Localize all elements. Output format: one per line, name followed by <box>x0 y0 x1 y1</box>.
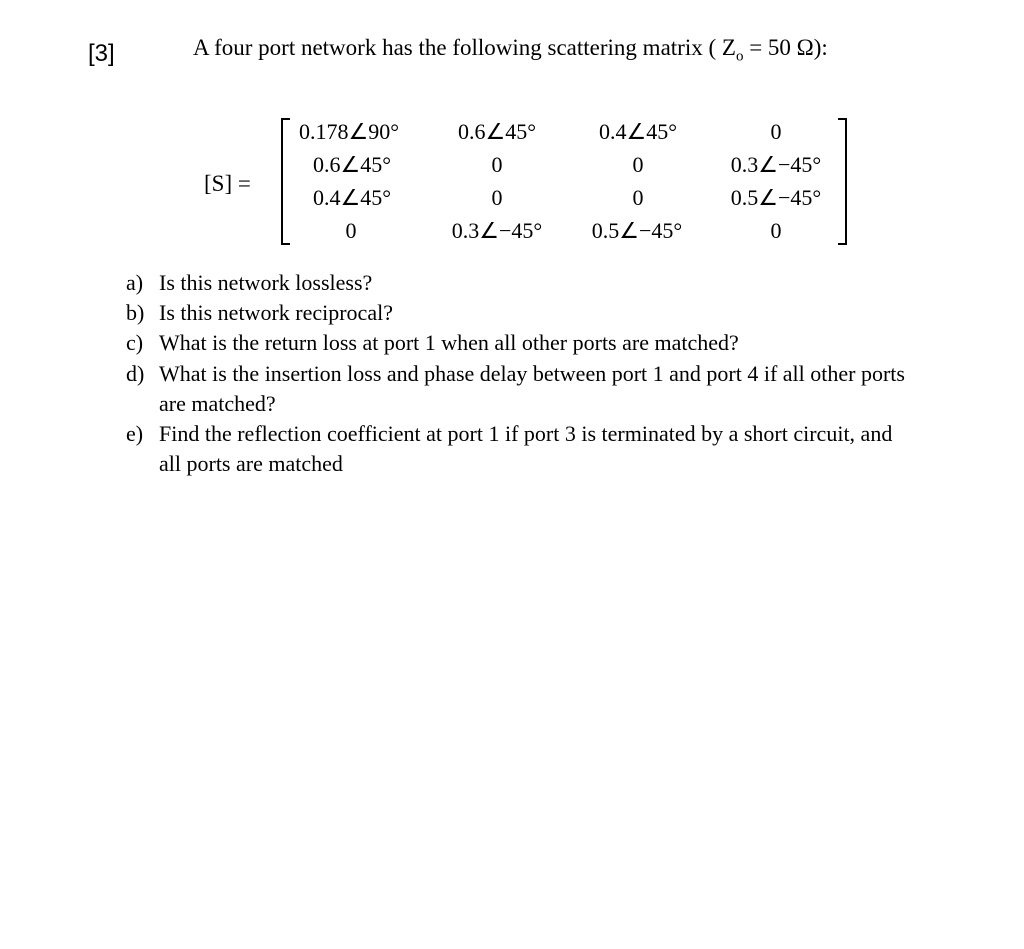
matrix-cell: 0 <box>491 185 503 210</box>
matrix-cell: 0.3∠−45° <box>451 218 543 243</box>
question-text: What is the insertion loss and phase delay between port 1 and port 4 if all other ports are matched? <box>159 360 905 416</box>
question-e <box>126 419 926 479</box>
question-b <box>126 298 926 328</box>
matrix-cell: 0.5∠−45° <box>730 185 822 210</box>
matrix-cell: 0.5∠−45° <box>591 218 683 243</box>
problem-number: [3] <box>88 40 115 67</box>
matrix-right-bracket <box>838 118 847 245</box>
problem-statement-end: = 50 Ω): <box>743 35 828 60</box>
impedance-subscript: o <box>735 48 744 65</box>
matrix-cell: 0.4∠45° <box>598 119 678 144</box>
matrix-left-bracket <box>281 118 290 245</box>
matrix-cell: 0 <box>491 152 503 177</box>
matrix-cell: 0 <box>632 152 644 177</box>
question-text: Is this network reciprocal? <box>159 300 393 326</box>
question-text: What is the return loss at port 1 when all other ports are matched? <box>159 330 739 356</box>
question-letter: b) <box>126 300 145 326</box>
question-letter: c) <box>126 330 144 356</box>
matrix-cell: 0 <box>345 218 357 243</box>
question-list <box>126 268 926 479</box>
matrix-cell: 0 <box>770 218 782 243</box>
matrix-cell: 0.3∠−45° <box>730 152 822 177</box>
matrix-label: [S] = <box>204 171 251 196</box>
matrix-cell: 0 <box>770 119 782 144</box>
question-text: Is this network lossless? <box>159 270 373 295</box>
matrix-cell: 0 <box>632 185 644 210</box>
matrix-cell: 0.4∠45° <box>312 185 392 210</box>
question-letter: a) <box>126 270 144 295</box>
problem-statement <box>193 34 828 71</box>
question-a <box>126 268 926 298</box>
question-c <box>126 328 926 358</box>
question-letter: d) <box>126 360 145 386</box>
matrix-cell: 0.178∠90° <box>298 119 400 144</box>
matrix-cell: 0.6∠45° <box>457 119 537 144</box>
problem-statement-main: A four port network has the following scattering matrix ( Z <box>193 35 736 60</box>
question-letter: e) <box>126 421 144 447</box>
question-text: Find the reflection coefficient at port 1 if port 3 is terminated by a short circuit, and all ports are matched <box>159 421 893 477</box>
question-d <box>126 359 926 419</box>
matrix-cell: 0.6∠45° <box>312 152 392 177</box>
